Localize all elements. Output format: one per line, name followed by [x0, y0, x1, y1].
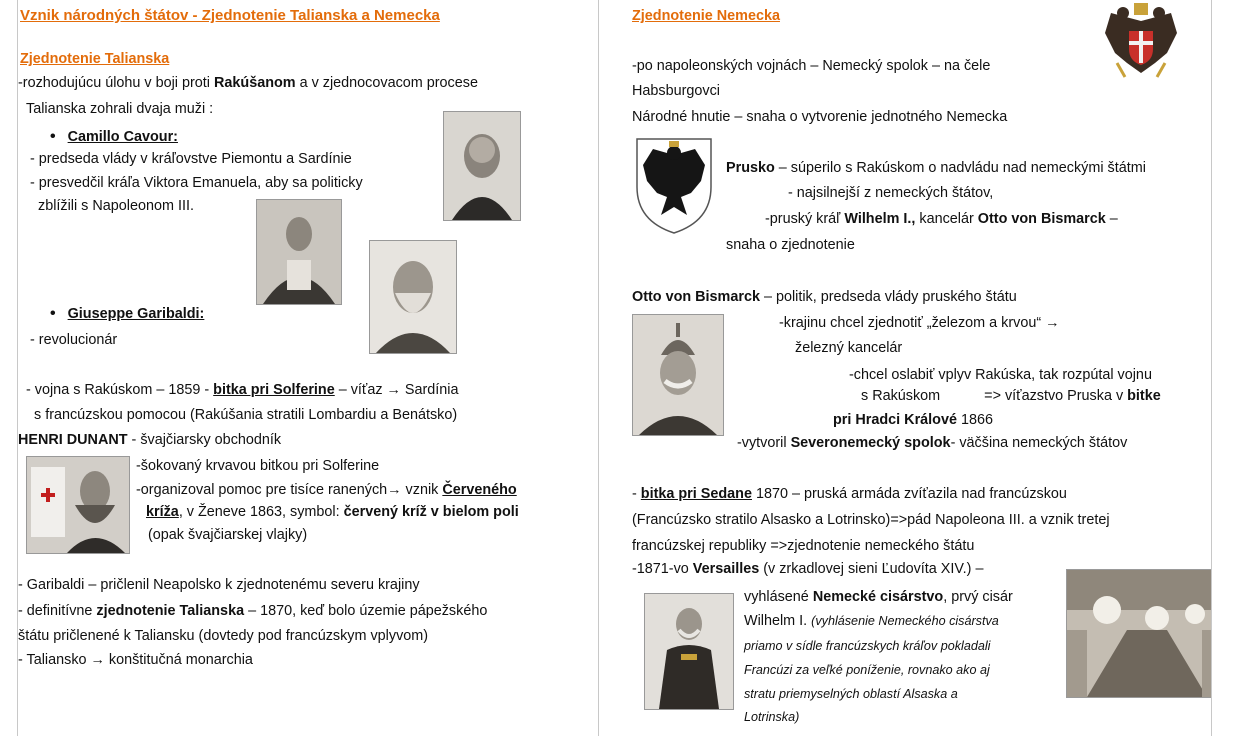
end-line-3: štátu pričlenené k Taliansku (dovtedy pod francúzskym vplyvom): [18, 628, 429, 644]
intro-line-2: Talianska zohrali dvaja muži :: [26, 101, 214, 117]
napoleon-iii-portrait: [256, 199, 342, 305]
versailles-line-2: vyhlásené Nemecké cisárstvo, prvý cisár: [744, 589, 1013, 605]
versailles-line-3: Wilhelm I. (vyhlásenie Nemeckého cisárstva: [744, 613, 999, 629]
intro-line-1: -rozhodujúcu úlohu v boji proti Rakúšanom a v zjednocovacom procese: [18, 75, 478, 91]
garibaldi-bullet: • Giuseppe Garibaldi:: [50, 305, 205, 322]
bismarck-portrait: [632, 314, 724, 436]
cavour-line-1: - predseda vlády v kráľovstve Piemontu a Sardínie: [30, 151, 352, 167]
versailles-line-5: Francúzi za veľké poníženie, rovnako ako aj: [744, 663, 990, 677]
prusko-line-2: - najsilnejší z nemeckých štátov,: [788, 185, 994, 201]
cavour-line-2: - presvedčil kráľa Viktora Emanuela, aby sa politicky: [30, 175, 363, 191]
sedan-line-3: francúzskej republiky =>zjednotenie nemeckého štátu: [632, 538, 975, 554]
garibaldi-line-1: - revolucionár: [30, 332, 118, 348]
cavour-portrait: [443, 111, 521, 221]
cavour-line-3: zblížili s Napoleonom III.: [38, 198, 194, 214]
versailles-line-7: Lotrinska): [744, 710, 800, 724]
sedan-line-1: - bitka pri Sedane 1870 – pruská armáda zvíťazila nad francúzskou: [632, 486, 1067, 502]
dunant-line-3: kríža, v Ženeve 1863, symbol: červený kríž v bielom poli: [146, 504, 519, 520]
war-line-2: s francúzskou pomocou (Rakúšania stratili Lombardiu a Benátsko): [34, 407, 458, 423]
dunant-portrait: [26, 456, 130, 554]
germany-heading: Zjednotenie Nemecka: [632, 8, 780, 24]
italy-heading: Zjednotenie Talianska: [20, 51, 170, 67]
bismarck-line-1: Otto von Bismarck – politik, predseda vlády pruského štátu: [632, 289, 1017, 305]
right-page: [631, 0, 1212, 736]
hall-of-mirrors-photo: [1066, 569, 1212, 698]
end-line-1: - Garibaldi – pričlenil Neapolsko k zjednotenému severu krajiny: [18, 577, 420, 593]
garibaldi-portrait: [369, 240, 457, 354]
versailles-line-1: -1871-vo Versailles (v zrkadlovej sieni Ľudovíta XIV.) –: [632, 561, 984, 577]
dunant-line-1: -šokovaný krvavou bitkou pri Solferine: [136, 458, 380, 474]
prusko-line-4: snaha o zjednotenie: [726, 237, 855, 253]
end-line-2: - definitívne zjednotenie Talianska – 1870, keď bolo územie pápežského: [18, 603, 488, 619]
dunant-line: HENRI DUNANT - švajčiarsky obchodník: [18, 432, 282, 448]
bismarck-line-6: pri Hradci Králové 1866: [833, 412, 993, 428]
versailles-line-6: stratu priemyselných oblastí Alsaska a: [744, 687, 958, 701]
prusko-line-1: Prusko – súperilo s Rakúskom o nadvládu nad nemeckými štátmi: [726, 160, 1146, 176]
versailles-line-4: priamo v sídle francúzskych kráľov pokladali: [744, 639, 991, 653]
p1-line-1: -po napoleonských vojnách – Nemecký spolok – na čele: [632, 58, 991, 74]
page-title: Vznik národných štátov - Zjednotenie Talianska a Nemecka: [20, 7, 440, 24]
bismarck-line-7: -vytvoril Severonemecký spolok- väčšina nemeckých štátov: [737, 435, 1128, 451]
p1-line-3: Národné hnutie – snaha o vytvorenie jednotného Nemecka: [632, 109, 1008, 125]
dunant-line-4: (opak švajčiarskej vlajky): [148, 527, 308, 543]
bismarck-line-4: -chcel oslabiť vplyv Rakúska, tak rozpútal vojnu: [849, 367, 1152, 383]
end-line-4: - Taliansko → konštitučná monarchia: [18, 652, 253, 668]
sedan-line-2: (Francúzsko stratilo Alsasko a Lotrinsko)=>pád Napoleona III. a vznik tretej: [632, 512, 1110, 528]
prussian-eagle-emblem: [633, 135, 715, 235]
dunant-line-2: -organizoval pomoc pre tisíce ranených→ vznik Červeného: [136, 482, 517, 498]
cavour-bullet: • Camillo Cavour:: [50, 128, 178, 145]
war-line-1: - vojna s Rakúskom – 1859 - bitka pri Solferine – víťaz → Sardínia: [26, 382, 459, 398]
left-page: [17, 0, 599, 736]
austrian-eagle-emblem: [1101, 3, 1181, 81]
prusko-line-3: -pruský kráľ Wilhelm I., kancelár Otto von Bismarck –: [765, 211, 1118, 227]
bismarck-line-3: železný kancelár: [795, 340, 903, 356]
bismarck-line-2: -krajinu chcel zjednotiť „železom a krvou“ →: [779, 315, 1060, 331]
p1-line-2: Habsburgovci: [632, 83, 720, 99]
bismarck-line-5: s Rakúskom => víťazstvo Pruska v bitke: [861, 388, 1161, 404]
wilhelm-i-portrait: [644, 593, 734, 710]
